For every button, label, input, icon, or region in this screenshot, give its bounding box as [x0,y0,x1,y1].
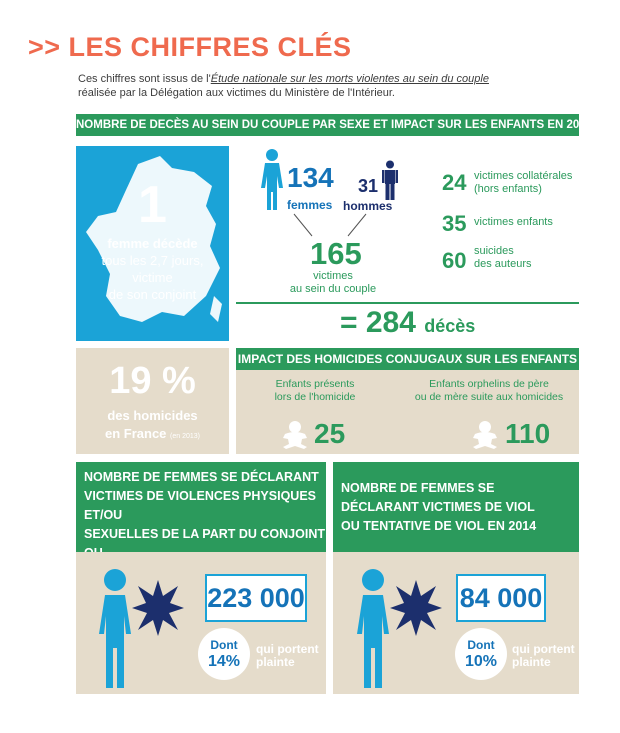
children-victims-label: victimes enfants [474,216,553,228]
france-line3: victime [132,270,173,285]
woman-icon [98,568,132,690]
men-label: hommes [343,199,393,213]
intro-text [78,72,588,100]
women-count: 134 [287,162,334,193]
orphans-label: Enfants orphelins de père ou de mère suite aux homicides [414,378,564,403]
baby-icon [472,420,498,450]
baby-icon [282,420,308,450]
suicides-count: 60 [442,248,467,273]
deaths-section-title: NOMBRE DE DECÈS AU SEIN DU COUPLE PAR SEXE ET IMPACT SUR LES ENFANTS EN 2014 [76,114,579,136]
couple-victims-count: 165 [310,236,362,271]
france-line4: de son conjoint [108,287,197,302]
children-present-count: 25 [314,418,346,449]
women-label: femmes [287,198,333,212]
woman-icon [260,148,284,212]
men-count: 31 [358,176,379,196]
grand-total-value: = 284 [340,306,416,339]
rape-percent-circle: Dont 10% [455,628,507,680]
grand-total-unit: décès [424,316,476,336]
grand-total [340,306,475,340]
impact-burst-icon [390,578,442,638]
impact-children-title: IMPACT DES HOMICIDES CONJUGAUX SUR LES ENFANTS [236,348,579,370]
page-title: >> LES CHIFFRES CLÉS [28,32,352,62]
homicide-share-line1: des homicides [107,408,198,423]
intro-line2: réalisée par la Délégation aux victimes du Ministère de l'Intérieur. [78,87,395,99]
woman-icon [356,568,390,690]
man-icon [382,160,398,200]
impact-burst-icon [132,578,184,638]
violence-value: 223 000 [205,574,307,622]
collateral-label: victimes collatérales (hors enfants) [474,170,573,195]
rape-title-box: NOMBRE DE FEMMES SE DÉCLARANT VICTIMES DE VIOL OU TENTATIVE DE VIOL EN 2014 [333,462,579,552]
homicide-share-line2: en France (en 2013) [104,426,200,441]
violence-title-box: NOMBRE DE FEMMES SE DÉCLARANT VICTIMES DE VIOLENCES PHYSIQUES ET/OU SEXUELLES DE LA PART DU CONJOINT [76,462,326,552]
rape-suffix: qui portent plainte [512,642,575,669]
one-woman-number: 1 [138,176,167,234]
violence-suffix: qui portent plainte [256,642,319,669]
homicide-share-value: 19 % [109,360,196,402]
rape-value: 84 000 [456,574,546,622]
intro-prefix: Ces chiffres sont issus de l' [78,73,211,85]
orphans-count: 110 [505,418,551,449]
divider [236,302,579,304]
violence-percent-circle: Dont 14% [198,628,250,680]
children-present-label: Enfants présents lors de l'homicide [274,378,356,403]
france-box [76,146,229,341]
connector-lines [290,212,370,238]
france-line2: tous les 2,7 jours, [101,253,204,268]
couple-victims-label: victimes au sein du couple [289,270,377,295]
france-line1: femme décède [107,236,198,251]
collateral-count: 24 [442,170,467,195]
children-victims-count: 35 [442,211,467,236]
source-link[interactable]: Étude nationale sur les morts violentes au sein du couple [210,73,489,85]
suicides-label: suicides des auteurs [474,245,532,270]
